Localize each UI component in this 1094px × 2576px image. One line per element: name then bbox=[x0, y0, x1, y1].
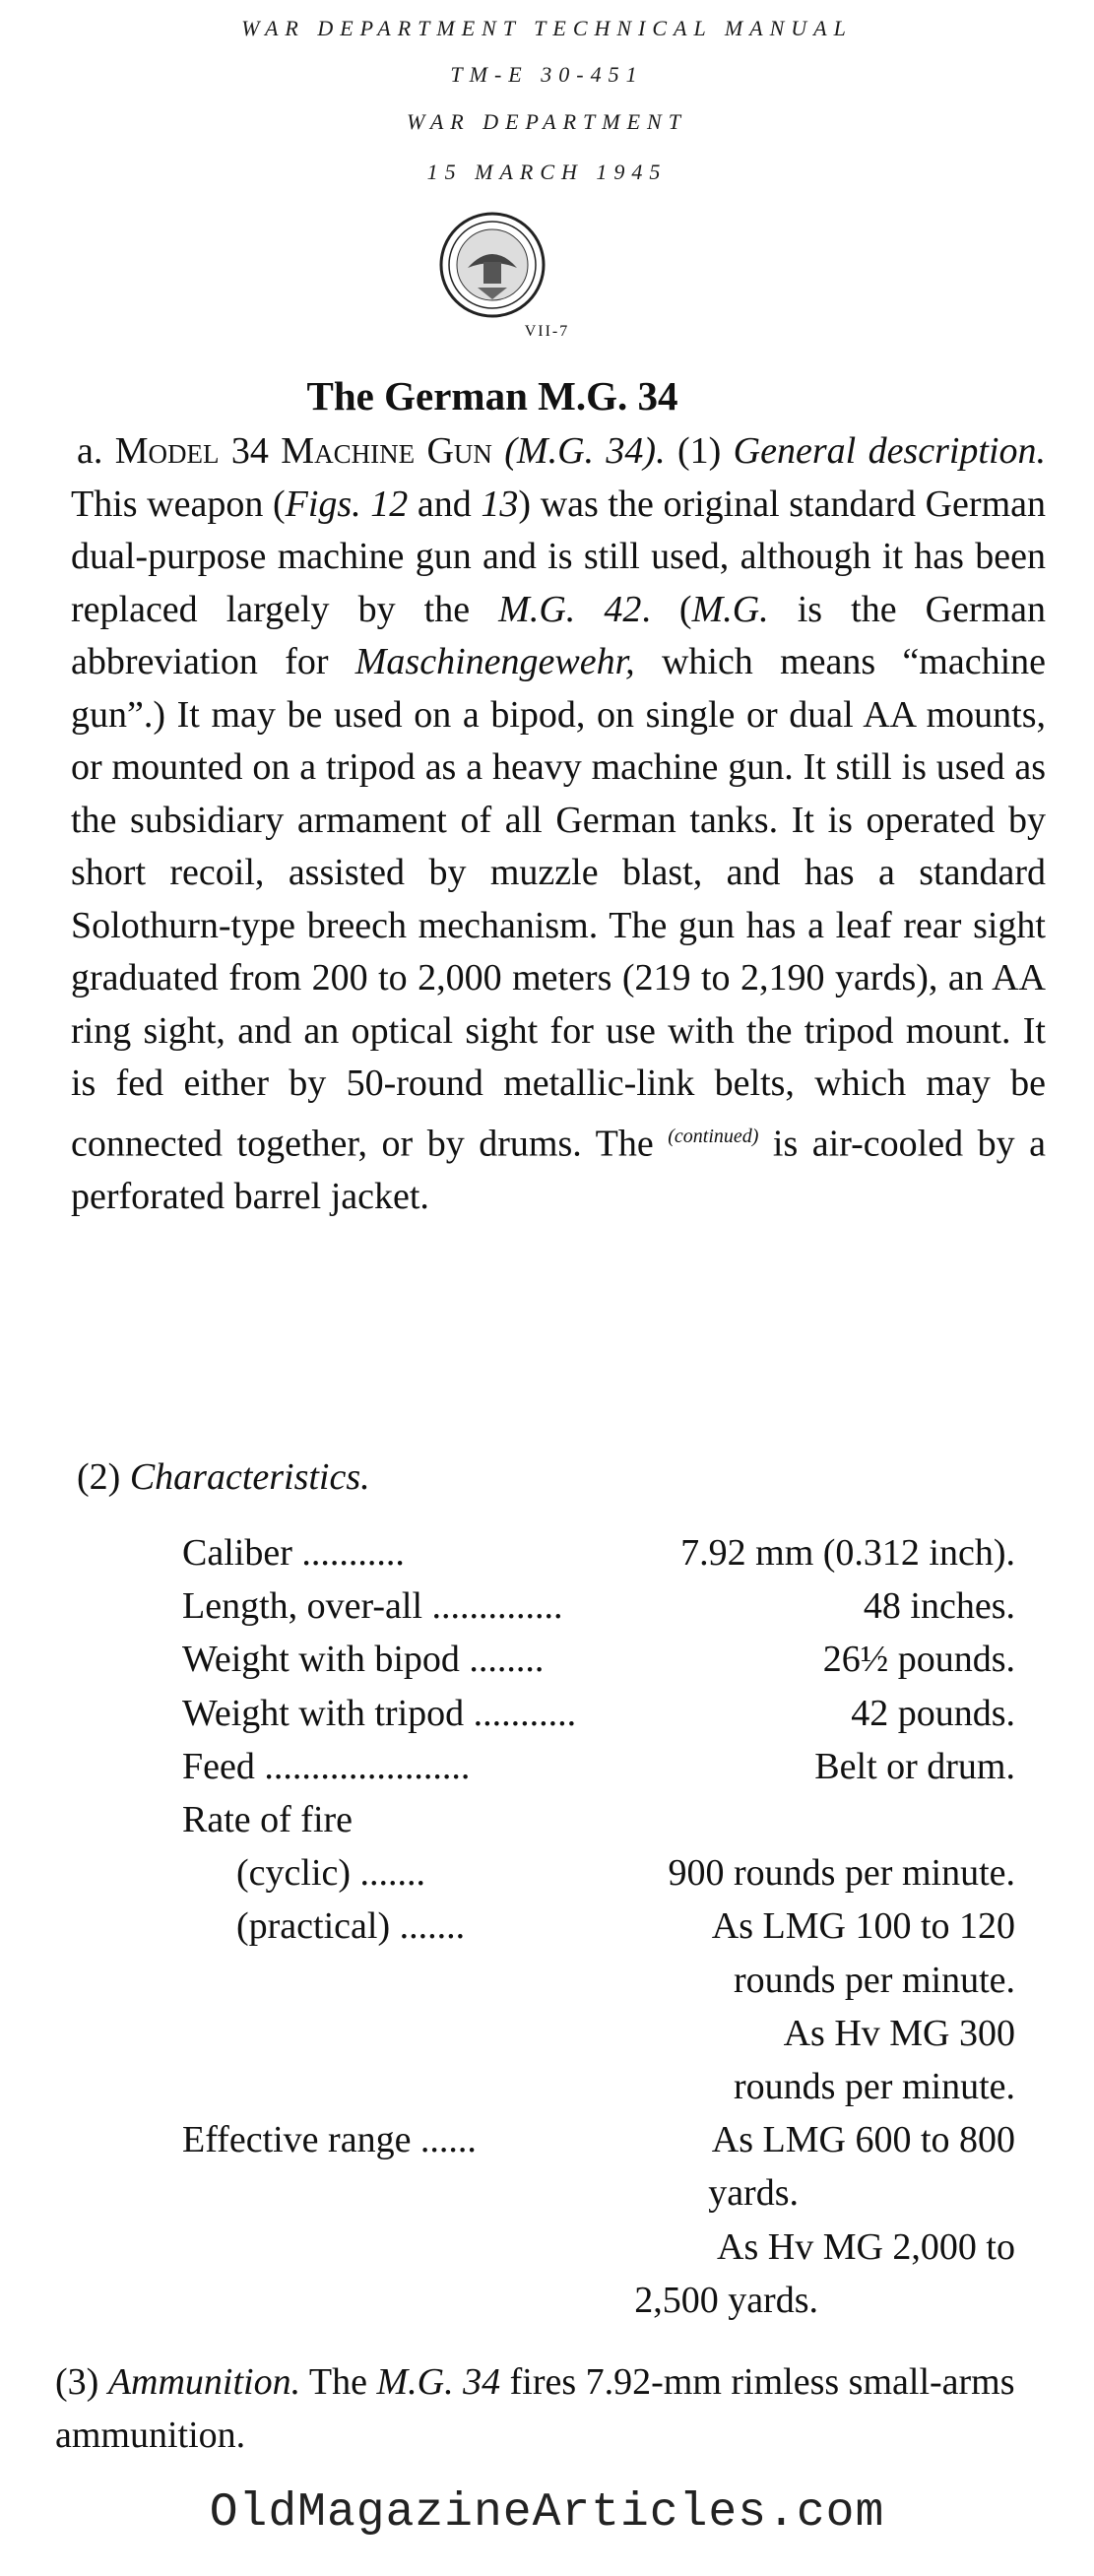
spec-value: As Hv MG 300 bbox=[783, 2012, 1015, 2054]
subheading: General description. bbox=[733, 430, 1047, 472]
spec-label: Feed ...................... bbox=[182, 1745, 471, 1787]
article-title: The German M.G. 34 bbox=[306, 373, 678, 419]
spec-value: rounds per minute. bbox=[733, 1959, 1015, 2001]
spec-value: 900 rounds per minute. bbox=[668, 1852, 1015, 1895]
spec-value: As LMG 600 to 800 bbox=[711, 2119, 1015, 2161]
source-footer: OldMagazineArticles.com bbox=[209, 2486, 885, 2540]
characteristics-heading: (2) Characteristics. bbox=[77, 1456, 370, 1498]
spec-label: Rate of fire bbox=[182, 1799, 354, 1840]
war-department-seal-icon bbox=[438, 211, 547, 319]
manual-series: WAR DEPARTMENT TECHNICAL MANUAL bbox=[241, 16, 853, 40]
spec-value: 26½ pounds. bbox=[822, 1639, 1015, 1681]
continued-note: (continued) bbox=[668, 1125, 759, 1147]
spec-value: rounds per minute. bbox=[733, 2066, 1015, 2107]
spec-value: As LMG 100 to 120 bbox=[711, 1905, 1015, 1948]
spec-value: 2,500 yards. bbox=[634, 2279, 818, 2321]
spec-label: Length, over-all .............. bbox=[182, 1585, 563, 1628]
ammunition-paragraph: (3) Ammunition. The M.G. 34 fires 7.92-mm rimless small-arms ammunition. bbox=[55, 2361, 1015, 2456]
manual-number: TM-E 30-451 bbox=[450, 62, 644, 87]
spec-value: 7.92 mm (0.312 inch). bbox=[680, 1532, 1015, 1574]
general-description-paragraph: a. Model 34 Machine Gun (M.G. 34). (1) General description. This weapon (Figs. 12 and 13) was the original standard German dual-purpose machine gun and is still used, although it has been replaced largely by the M.G. 42. (M.G. is the German abbreviation for Maschinengewehr, which means “machine gun”.) It may be used on a bipod, on single or dual AA mounts, or mounted on a tripod as a heavy machine gun. It still is used as the subsidiary armament of all German tanks. It is operated by short recoil, assisted by muzzle blast, and has a standard Solothurn-type breech mechanism. The gun has a leaf rear sight graduated from 200 to 2,000 meters (219 to 2,190 yards), an AA ring sight, and an optical sight for use with the tripod mount. It is fed either by 50-round metallic-link belts, which may be connected together, or by drums. The $^{(continued)}$ is air-cooled by a perforated barrel jacket. bbox=[71, 430, 1047, 1217]
department: WAR DEPARTMENT bbox=[407, 109, 687, 134]
spec-value: yards. bbox=[708, 2172, 799, 2215]
spec-value: Belt or drum. bbox=[814, 1745, 1015, 1787]
spec-value: 48 inches. bbox=[863, 1585, 1015, 1628]
issue-date: 15 MARCH 1945 bbox=[426, 160, 668, 184]
spec-label: Weight with tripod ........... bbox=[182, 1692, 577, 1734]
spec-label: Weight with bipod ........ bbox=[182, 1639, 545, 1681]
spec-value: As Hv MG 2,000 to bbox=[717, 2225, 1015, 2268]
spec-label: Effective range ...... bbox=[182, 2119, 477, 2161]
section-heading: Model 34 Machine Gun bbox=[114, 430, 492, 472]
page-number: VII-7 bbox=[524, 323, 570, 340]
spec-label: Caliber ........... bbox=[182, 1532, 405, 1574]
spec-value: 42 pounds. bbox=[851, 1692, 1015, 1734]
spec-label: (practical) ....... bbox=[236, 1905, 466, 1948]
spec-label: (cyclic) ....... bbox=[236, 1852, 426, 1895]
